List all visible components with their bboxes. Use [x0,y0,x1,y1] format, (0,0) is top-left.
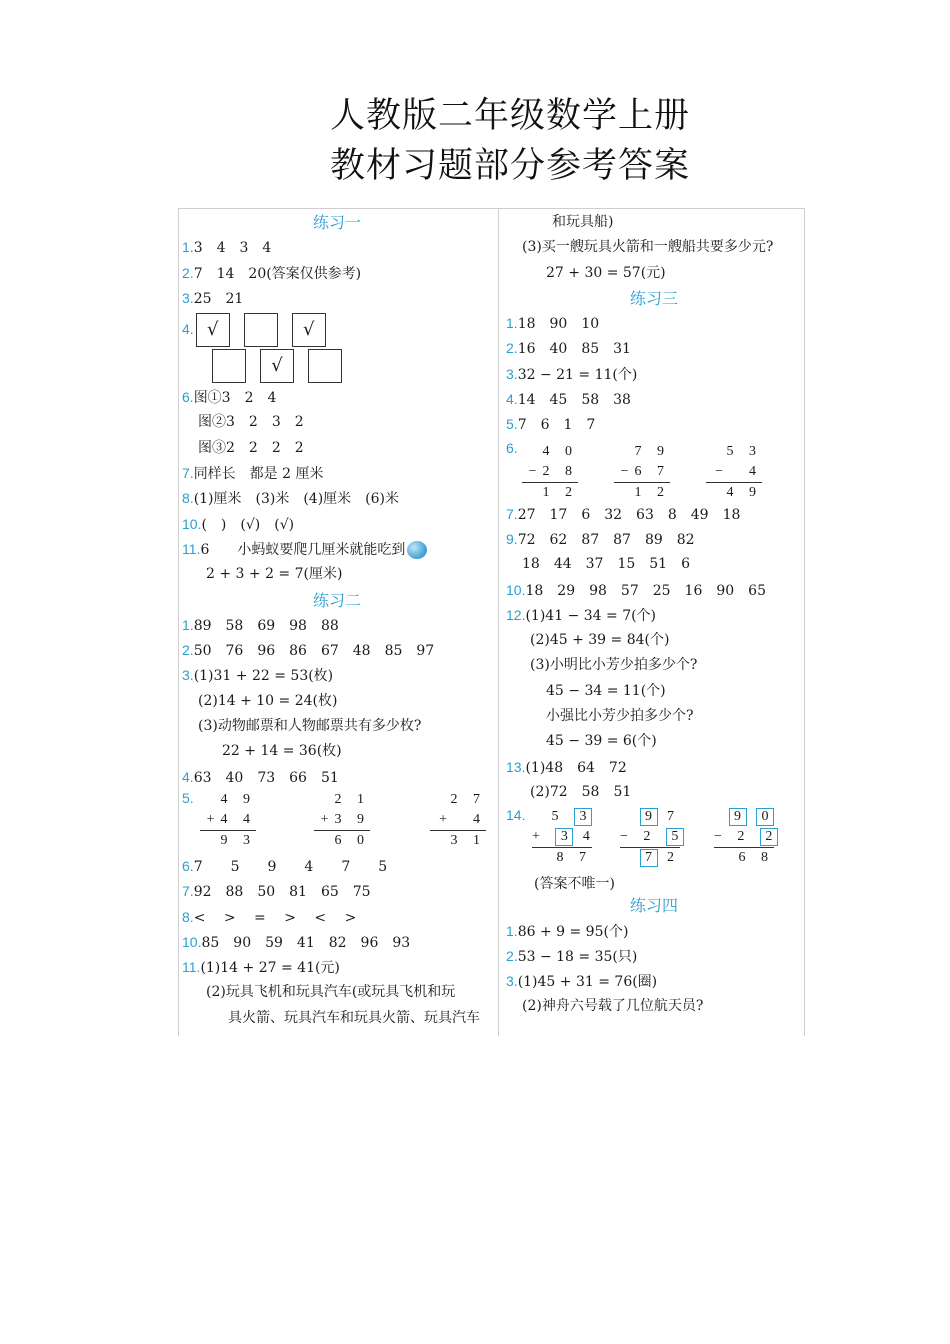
answer-item: (2)45 + 39 = 84(个) [530,632,670,649]
section-title-4: 练习四 [629,896,678,916]
answer-item: 11.(1)14 + 27 = 41(元) [182,959,340,977]
answer-box [308,349,342,383]
answer-item: (3)动物邮票和人物邮票共有多少枚? [198,718,422,735]
answer-item: 2 + 3 + 2 = 7(厘米) [206,566,343,583]
answer-item: 1.18 90 10 [506,315,600,333]
answer-item: 5.7 6 1 7 [506,416,596,434]
vertical-calc: 7 9 −6 7 1 2 [614,442,670,503]
answer-item: 2.7 14 20(答案仅供参考) [182,264,362,282]
answer-note: (答案不唯一) [534,876,615,893]
section-title-3: 练习三 [629,288,678,308]
answer-item: 45 − 34 = 11(个) [546,682,666,699]
answer-item: 22 + 14 = 36(枚) [222,743,342,760]
answer-item: 11.6 小蚂蚁要爬几厘米就能吃到 [182,537,492,562]
answer-item: 3.(1)31 + 22 = 53(枚) [182,667,334,685]
boxed-vertical-calc: 9 7 − 2 5 7 2 [620,807,680,868]
answer-item: 7.92 88 50 81 65 75 [182,883,371,901]
right-column [506,210,802,1020]
column-divider [498,208,499,1036]
answer-item: 图③2 2 2 2 [198,439,304,456]
answer-item: 7.27 17 6 32 63 8 49 18 [506,505,741,523]
vertical-calc: 2 7 + 4 3 1 [430,790,486,851]
answer-item: 7.同样长 都是 2 厘米 [182,465,324,483]
answer-item: 图②3 2 3 2 [198,414,304,431]
answer-item: 和玩具船) [552,214,614,230]
answer-item: (2)72 58 51 [530,783,632,800]
vertical-calc-row: 5. 4 9 +4 4 9 3 2 1 +3 9 6 0 2 7 + 4 3 1 [182,790,492,854]
answer-item: 3.25 21 [182,289,244,307]
vertical-calc: 5 3 − 4 4 9 [706,442,762,503]
answer-item: 2.16 40 85 31 [506,340,631,358]
answer-item: 12.(1)41 − 34 = 7(个) [506,606,657,624]
answer-item: 6.7 5 9 4 7 5 [182,857,388,875]
answer-item: 具火箭、玩具汽车和玩具火箭、玩具汽车 [228,1009,480,1026]
answer-item: 4.63 40 73 66 51 [182,768,339,786]
frame-right-rule [804,208,805,1036]
answer-box: √ [292,313,326,347]
answer-item: (2)玩具飞机和玩具汽车(或玩具飞机和玩 [206,984,456,1001]
answer-item: 2.50 76 96 86 67 48 85 97 [182,642,435,660]
vertical-calc: 2 1 +3 9 6 0 [314,790,370,851]
answer-item: 3.(1)45 + 31 = 76(圈) [506,973,658,991]
answer-item: 1.86 + 9 = 95(个) [506,922,629,940]
answer-item: 45 − 39 = 6(个) [546,733,657,750]
apple-icon [407,541,427,559]
page-title: 人教版二年级数学上册 [329,96,690,136]
answer-item: (2)14 + 10 = 24(枚) [198,692,338,709]
answer-item: 6.图①3 2 4 [182,389,277,407]
boxed-calc-row: 14. 5 3 + 3 4 8 7 9 7 − 2 5 7 2 9 0 − 2 2 6 8 (答案不唯一) [506,805,802,875]
vertical-calc: 4 0 −2 8 1 2 [522,442,578,503]
section-title-1: 练习一 [312,213,361,232]
boxed-vertical-calc: 5 3 + 3 4 8 7 [532,807,592,868]
answer-item: 8.(1)厘米 (3)米 (4)厘米 (6)米 [182,490,400,508]
answer-item: 小强比小芳少拍多少个? [546,708,694,725]
section-title-2: 练习二 [312,590,361,610]
answer-item: 10.85 90 59 41 82 96 93 [182,933,411,951]
answer-item: 13.(1)48 64 72 [506,758,627,776]
answer-item: 10.18 29 98 57 25 16 90 65 [506,581,766,599]
answer-item: (2)神舟六号载了几位航天员? [522,998,704,1015]
left-column [182,210,492,1031]
answer-item: 2.53 − 18 = 35(只) [506,947,638,965]
answer-item: 1.3 4 3 4 [182,239,272,257]
answer-item: 1.89 58 69 98 88 [182,616,339,634]
answer-box [244,313,278,347]
answer-item: 3.32 − 21 = 11(个) [506,365,638,383]
answer-item: (3)买一艘玩具火箭和一艘船共要多少元? [522,239,774,256]
answer-item: 9.72 62 87 87 89 82 [506,530,695,548]
answer-box: √ [196,313,230,347]
boxed-vertical-calc: 9 0 − 2 2 6 8 [714,807,774,868]
page-subtitle: 教材习题部分参考答案 [329,146,690,186]
answer-item: 10.( ) (√) (√) [182,515,295,533]
answer-box [212,349,246,383]
vertical-calc: 4 9 +4 4 9 3 [200,790,256,851]
vertical-calc-row: 6. 4 0 −2 8 1 2 7 9 −6 7 1 2 5 3 − 4 4 9 [506,438,802,502]
checkbox-row-1: 4. √ √ [182,313,492,349]
answer-item: 4.14 45 58 38 [506,391,631,409]
answer-item: (3)小明比小芳少拍多少个? [530,657,698,674]
answer-box: √ [260,349,294,383]
frame-left-rule [178,208,179,1036]
checkbox-row-2 [182,349,492,385]
answer-item: 18 44 37 15 51 6 [522,556,690,573]
answer-item: 8.< > = > < > [182,908,357,926]
answer-item: 27 + 30 = 57(元) [546,264,666,281]
